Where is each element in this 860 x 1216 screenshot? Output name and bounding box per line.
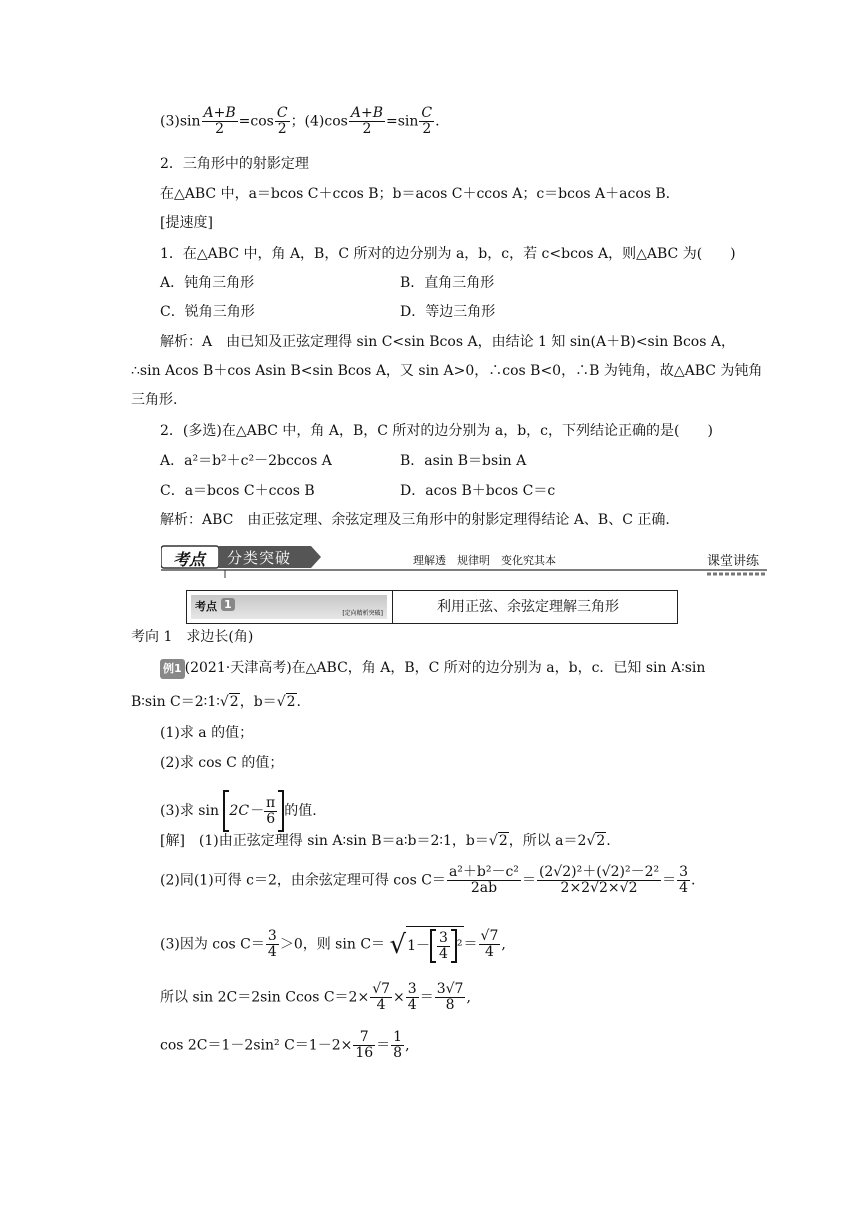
- q2-option-c: C．a＝bcos C＋ccos B: [160, 483, 315, 499]
- section-banner: [161, 544, 767, 578]
- kaodian-sub: [定向精析突破]: [342, 610, 383, 617]
- kaodian-box: [186, 590, 678, 624]
- kaodian-tab: [191, 595, 387, 619]
- q1-analysis-1: 解析：A 由已知及正弦定理得 sin C<sin Bcos A，由结论 1 知 sin(A＋B)<sin Bcos A，: [160, 334, 735, 350]
- example-q2: (2)求 cos C 的值；: [160, 755, 284, 771]
- solution-4: 所以 sin 2C＝2sin Ccos C＝2× $\frac{√7}{4}$ × $\frac{3}{4}$ ＝ $\frac{3√7}{8}$ ,: [160, 981, 471, 1013]
- example-line-2: B∶sin C＝2∶1∶√2，b＝√2.: [131, 694, 301, 710]
- projection-theorem: 在△ABC 中，a＝bcos C＋ccos B；b＝acos C＋ccos A；c＝bcos A＋acos B.: [160, 186, 671, 202]
- kaodian-label: 考点: [173, 550, 206, 569]
- example-badge: 例1: [160, 659, 185, 679]
- formula-line-3-4: (3)sin $\frac{A+B}{2}$ =cos $\frac{C}{2}$ ；(4)cos $\frac{A+B}{2}$ =sin $\frac{C}{2}$ .: [160, 105, 440, 137]
- question-2-stem: 2．(多选)在△ABC 中，角 A，B，C 所对的边分别为 a，b，c，下列结论正确的是( ): [160, 423, 713, 439]
- q2-option-a: A．a²＝b²＋c²－2bccos A: [160, 453, 332, 469]
- q1-option-b: B．直角三角形: [400, 275, 495, 291]
- kaodian-divider: [392, 591, 393, 623]
- kaodian-number: 1: [221, 598, 235, 611]
- solution-1: [解] (1)由正弦定理得 sin A∶sin B＝a∶b＝2∶1，b＝√2，所以 a＝2√2.: [160, 833, 611, 849]
- example-q3: (3)求 sin 2C－ $\frac{\pi}{6}$ 的值.: [160, 790, 317, 832]
- banner-slogan: 理解透 规律明 变化究其本: [413, 554, 556, 567]
- kaodian-tab-label: 考点: [195, 600, 217, 613]
- example-line-1: 例1 (2021·天津高考)在△ABC，角 A，B，C 所对的边分别为 a，b，c．已知 sin A∶sin: [160, 658, 705, 679]
- kaoxiang-1: 考向 1 求边长(角): [131, 629, 254, 645]
- q1-option-d: D．等边三角形: [400, 304, 496, 320]
- solution-5: cos 2C＝1－2sin² C＝1－2× $\frac{7}{16}$ ＝ $\frac{1}{8}$ ,: [160, 1029, 410, 1061]
- q2-analysis: 解析：ABC 由正弦定理、余弦定理及三角形中的射影定理得结论 A、B、C 正确.: [160, 512, 670, 528]
- banner-right-label: 课堂讲练: [707, 554, 760, 569]
- q1-option-c: C．锐角三角形: [160, 304, 255, 320]
- solution-2: (2)同(1)可得 c＝2，由余弦定理可得 cos C＝ $\frac{\text{a²＋b²－c²}}{2ab}$ ＝ $\frac{\text{(2√2)²＋(√2)²－2²}}{2\times 2√2\times√2}$ ＝ $\frac{3}{4}$ .: [160, 864, 696, 896]
- section-title: 2．三角形中的射影定理: [160, 156, 309, 172]
- q1-option-a: A．钝角三角形: [160, 275, 255, 291]
- q2-option-d: D．acos B＋bcos C＝c: [400, 483, 556, 499]
- q2-option-b: B．asin B＝bsin A: [400, 453, 527, 469]
- q1-analysis-2: ∴sin Acos B＋cos Asin B<sin Bcos A，又 sin A>0，∴cos B<0，∴B 为钝角，故△ABC 为钝角: [131, 363, 763, 379]
- example-q1: (1)求 a 的值；: [160, 725, 254, 741]
- tisudu-label: [提速度]: [160, 215, 213, 231]
- kaodian-title: 利用正弦、余弦定理解三角形: [437, 599, 619, 615]
- solution-3: (3)因为 cos C＝ $\frac{3}{4}$ ＞0，则 sin C＝ √1－ $\frac{3}{4}$ ²＝ $\frac{√7}{4}$ ,: [160, 928, 506, 962]
- q1-analysis-3: 三角形.: [131, 392, 178, 408]
- fenlei-label: 分类突破: [227, 549, 292, 567]
- question-1-stem: 1．在△ABC 中，角 A，B，C 所对的边分别为 a，b，c，若 c<bcos A，则△ABC 为( ): [160, 246, 736, 262]
